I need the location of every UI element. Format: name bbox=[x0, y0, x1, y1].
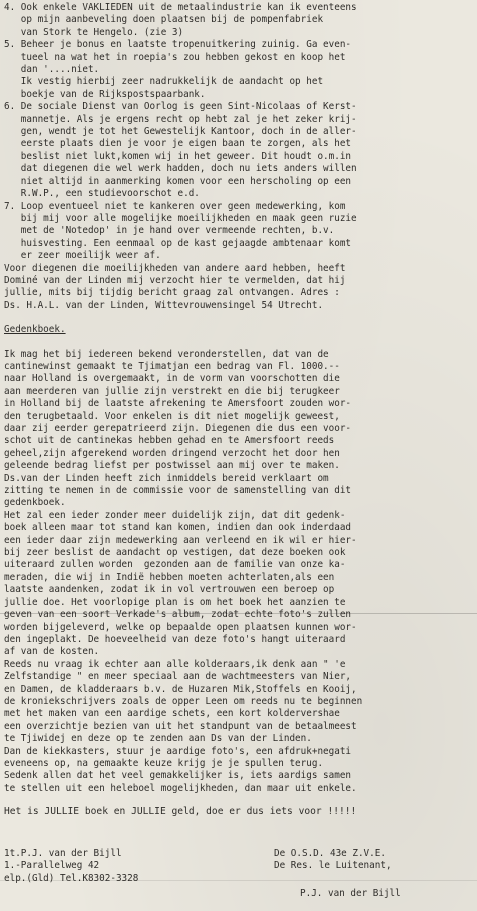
section-line: Ds.van der Linden heeft zich inmiddels bereid verklaart om bbox=[4, 472, 329, 484]
section-line: zitting te nemen in de commissie voor de samenstelling van dit bbox=[4, 485, 352, 497]
body-line: Voor diegenen die moeilijkheden van andere aard hebben, heeft bbox=[4, 262, 346, 274]
section-line: met het maken van een aardige schets, een kort koldervershae bbox=[4, 708, 340, 720]
spacer bbox=[4, 337, 469, 349]
section-line: daar zij eerder gerepatrieerd zijn. Diegenen die dus een voor- bbox=[4, 423, 352, 434]
section-line: geheel,zijn afgerekend worden dringend verzocht het door hen bbox=[4, 447, 340, 459]
rank-line: De Res. le Luitenant, bbox=[274, 860, 392, 872]
section-line: gedenkboek. bbox=[4, 497, 66, 509]
gedenkboek-paragraphs bbox=[4, 349, 469, 796]
sender-address bbox=[4, 848, 138, 885]
body-line: met de 'Notedop' in je hand over vermeende rechten, b.v. bbox=[4, 225, 335, 237]
body-line: bij mij voor alle mogelijke moeilijkheden en maak geen ruzie bbox=[4, 212, 357, 224]
body-line: op mijn aanbeveling doen plaatsen bij de pompenfabriek bbox=[4, 14, 324, 26]
body-line: Dominé van der Linden mij verzocht hier te vermelden, dat hij bbox=[4, 274, 346, 286]
paper-fold-line bbox=[0, 613, 477, 614]
section-line: naar Holland is overgemaakt, in de vorm van voorschotten die bbox=[4, 373, 340, 385]
body-line: mannetje. Als je ergens recht op hebt zal je het zeker krij- bbox=[4, 113, 357, 125]
signature-name: P.J. van der Bijll bbox=[300, 888, 401, 899]
body-line: boekje van de Rijkspostspaarbank. bbox=[4, 88, 206, 100]
section-line: te stellen uit een heleboel mogelijkheden, dan maar uit enkele. bbox=[4, 782, 357, 794]
section-line: worden bijgeleverd, welke op bepaalde open plaatsen kunnen wor- bbox=[4, 621, 357, 633]
body-line: 4. Ook enkele VAKLIEDEN uit de metaalindustrie kan ik eventeens bbox=[4, 2, 357, 13]
body-line: 5. Beheer je bonus en laatste tropenuitkering zuinig. Ga even- bbox=[4, 39, 352, 51]
section-line: den terugbetaald. Voor enkelen is dit niet mogelijk geweest, bbox=[4, 410, 340, 422]
section-line: in Holland bij de laatste afrekening te Amersfoort zouden wor- bbox=[4, 398, 352, 410]
body-line: eerste plaats dien je voor je eigen baan te zorgen, als het bbox=[4, 138, 352, 150]
section-line: Dan de kiekkasters, stuur je aardige foto's, een afdruk+negati bbox=[4, 745, 352, 757]
section-line: boek alleen maar tot stand kan komen, indien dan ook inderdaad bbox=[4, 522, 352, 534]
body-line: gen, wendt je tot het Gewestelijk Kantoor, doch in de aller- bbox=[4, 126, 357, 138]
body-line: 6. De sociale Dienst van Oorlog is geen Sint-Nicolaas of Kerst- bbox=[4, 101, 357, 113]
body-line: 7. Loop eventueel niet te kankeren over geen medewerking, kom bbox=[4, 200, 346, 212]
section-line: meraden, die wij in Indië hebben moeten achterlaten,als een bbox=[4, 571, 335, 583]
body-line: niet altijd in aanmerking komen voor een herscholing op een bbox=[4, 175, 352, 187]
section-line: aan meerderen van jullie zijn verstrekt en die bij terugkeer bbox=[4, 385, 340, 397]
section-line: bij zeer beslist de aandacht op vestigen, dat deze boeken ook bbox=[4, 547, 346, 559]
section-line: Zelfstandige " en meer speciaal aan de wachtmeesters van Nier, bbox=[4, 671, 352, 683]
body-line: beslist niet lukt,komen wij in het geweer. Dit houdt o.m.in bbox=[4, 150, 352, 162]
address-line: 1.-Parallelweg 42 bbox=[4, 860, 100, 872]
body-line: dat diegenen die wel werk hadden, doch nu iets anders willen bbox=[4, 163, 357, 175]
section-line: Ik mag het bij iedereen bekend veronderstellen, dat van de bbox=[4, 348, 329, 360]
section-line: een overzichtje bezien van uit het standpunt van de betaalmeest bbox=[4, 720, 357, 732]
section-line: laatste aandenken, zodat ik in vol vertrouwen een beroep op bbox=[4, 584, 335, 596]
body-line: jullie, mits bij tijdig bericht graag zal ontvangen. Adres : bbox=[4, 287, 340, 299]
body-line: R.W.P., een studievoorschot e.d. bbox=[4, 188, 200, 200]
body-line: van Stork te Hengelo. (zie 3) bbox=[4, 26, 184, 38]
section-line: uiteraard zullen worden gezonden aan de familie van onze ka- bbox=[4, 559, 346, 571]
address-line: elp.(Gld) Tel.K8302-3328 bbox=[4, 872, 139, 884]
section-line: geven van een soort Verkade's album, zodat echte foto's zullen bbox=[4, 609, 352, 621]
section-line: Het zal een ieder zonder meer duidelijk zijn, dat dit gedenk- bbox=[4, 509, 346, 521]
section-heading: Gedenkboek. bbox=[4, 324, 66, 336]
body-line: tueel na wat het in roepia's zou hebben gekost en koop het bbox=[4, 51, 346, 63]
section-line: af van de kosten. bbox=[4, 646, 100, 658]
section-line: een ieder daar zijn medewerking aan verleend en ik wil er hier- bbox=[4, 534, 357, 546]
body-line: dan '....niet. bbox=[4, 64, 100, 76]
footer bbox=[0, 848, 477, 908]
section-line: den ingeplakt. De hoeveelheid van deze foto's hangt uiteraard bbox=[4, 633, 346, 645]
address-line: 1t.P.J. van der Bijll bbox=[4, 848, 122, 859]
section-line: Reeds nu vraag ik echter aan alle kolderaars,ik denk aan " 'e bbox=[4, 658, 346, 670]
section-line: Sedenk allen dat het veel gemakkelijker is, iets aardigs samen bbox=[4, 770, 352, 782]
rank-line: De O.S.D. 43e Z.V.E. bbox=[274, 848, 386, 859]
section-line: eveneens op, na gemaakte keuze krijg je je spullen terug. bbox=[4, 757, 324, 769]
section-line: geleende bedrag liefst per postwissel aan mij over te maken. bbox=[4, 460, 340, 472]
body-line: Ik vestig hierbij zeer nadrukkelijk de aandacht op het bbox=[4, 76, 324, 88]
body-line: er zeer moeilijk weer af. bbox=[4, 250, 161, 262]
section-line: te Tjiwidej en deze op te zenden aan Ds van der Linden. bbox=[4, 733, 312, 745]
sender-rank-block bbox=[274, 848, 392, 873]
body-line: Ds. H.A.L. van der Linden, Wittevrouwensingel 54 Utrecht. bbox=[4, 299, 324, 311]
section-line: en Damen, de kladderaars b.v. de Huzaren Mik,Stoffels en Kooij, bbox=[4, 683, 357, 695]
section-line: jullie doe. Het voorlopige plan is om het boek het aanzien te bbox=[4, 596, 346, 608]
numbered-advice-list bbox=[4, 2, 469, 312]
section-line: cantinewinst gemaakt te Tjimatjan een bedrag van Fl. 1000.-- bbox=[4, 360, 340, 372]
spacer bbox=[4, 312, 469, 324]
closing-line: Het is JULLIE boek en JULLIE geld, doe er dus iets voor !!!!! bbox=[4, 806, 357, 818]
body-line: huisvesting. Een eenmaal op de kast gejaagde ambtenaar komt bbox=[4, 237, 352, 249]
section-line: de kroniekschrijvers zoals de opper Leen om reeds nu te beginnen bbox=[4, 695, 363, 707]
section-line: schot uit de cantinekas hebben gehad en te Amersfoort reeds bbox=[4, 435, 335, 447]
